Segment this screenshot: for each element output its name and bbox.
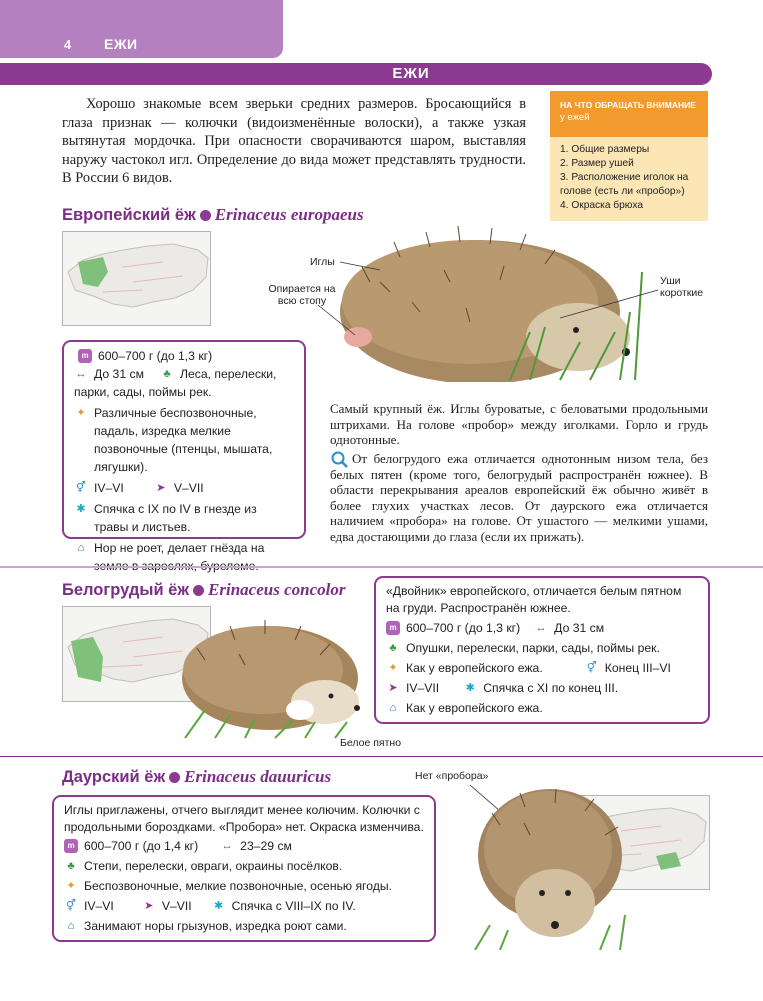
watch-heading-tail: у ежей [560, 112, 590, 123]
species-latin: Erinaceus europaeus [214, 205, 364, 224]
breeding-value: IV–VI [94, 481, 124, 495]
european-comparison: От белогрудого ежа отличается однотонным низом тела, без белых пятен (кроме того, белогрудый распространён южнее). В области перекрывания ареалов европейский ёж обычно живёт в более глухих участках лесов. От даурского ежа отличается наличием «пробора» на голове. От ушастого — мелкими ушами, едва достающими до глаза (если их прижать). [330, 451, 708, 544]
daurian-hedgehog-illustration [470, 785, 630, 950]
house-icon: ⌂ [389, 702, 397, 714]
daurian-description: Иглы приглажены, отчего выглядит менее колючим. Колючки с продольными бороздками. «Пробора» нет. Окраска изменчива. [64, 803, 424, 834]
page-title: ЕЖИ [392, 65, 430, 82]
weight-icon: m [386, 621, 400, 635]
size-icon: ↔ [221, 840, 233, 852]
weight-row [74, 347, 294, 365]
hibernation-value: Спячка с IX по IV в гнезде из травы и листьев. [94, 502, 257, 534]
breeding-icon: ⚥ [586, 662, 597, 674]
weight-value: 600–700 г (до 1,4 кг) [84, 839, 199, 853]
young-icon: ➤ [144, 900, 154, 912]
breeding-value: IV–VI [84, 899, 114, 913]
breeding-row [64, 897, 424, 915]
species-heading-white-breasted [62, 580, 345, 600]
watch-item: 2. Размер ушей [560, 158, 634, 169]
young-value: V–VII [173, 481, 204, 495]
breeding-value: Конец III–VI [604, 661, 671, 675]
snowflake-icon: ✱ [76, 503, 86, 515]
nest-value: Как у европейского ежа. [406, 701, 543, 715]
nest-row [74, 539, 294, 575]
food-icon: ✦ [66, 880, 76, 892]
info-box-white-breasted [374, 576, 710, 724]
weight-icon: m [78, 349, 92, 363]
weight-size-row [386, 619, 698, 637]
food-value: Как у европейского ежа. [406, 661, 543, 675]
breeding-row [74, 479, 294, 497]
hibernation-value: Спячка с XI по конец III. [483, 681, 619, 695]
weight-icon: m [64, 839, 78, 853]
size-value: До 31 см [94, 367, 144, 381]
size-value: 23–29 см [240, 839, 292, 853]
young-icon: ➤ [156, 482, 166, 494]
habitat-row [386, 639, 698, 657]
species-heading-daurian [62, 767, 331, 787]
description-row [386, 583, 698, 617]
watch-item: 1. Общие размеры [560, 144, 650, 155]
hibernation-value: Спячка с VIII–IX по IV. [231, 899, 356, 913]
nest-row [386, 699, 698, 717]
separator-line [0, 756, 763, 757]
young-value: IV–VII [406, 681, 440, 695]
description-row [64, 802, 424, 836]
house-icon: ⌂ [67, 920, 75, 932]
snowflake-icon: ✱ [214, 900, 224, 912]
food-breeding-row [386, 659, 698, 677]
habitat-value: Степи, перелески, овраги, окраины посёлков. [84, 859, 343, 873]
house-icon: ⌂ [77, 542, 85, 554]
species-latin: Erinaceus dauuricus [184, 767, 332, 786]
label-white-spot: Белое пятно [340, 737, 402, 749]
habitat-row [64, 857, 424, 875]
label-spines: Иглы [310, 256, 335, 268]
young-value: V–VII [161, 899, 192, 913]
section-name: ЕЖИ [104, 36, 138, 52]
info-box-daurian [52, 795, 436, 942]
info-box-european [62, 340, 306, 555]
food-value: Беспозвоночные, мелкие позвоночные, осенью ягоды. [84, 879, 392, 893]
bullet-dot [169, 772, 180, 783]
breeding-icon: ⚥ [66, 900, 76, 912]
habitat-value-b: парки, сады, поймы рек. [74, 385, 212, 399]
watch-item: 3. Расположение иголок на голове (есть ли «пробор») [560, 172, 689, 197]
size-value: До 31 см [554, 621, 605, 635]
bullet-dot [193, 585, 204, 596]
weight-value: 600–700 г (до 1,3 кг) [98, 349, 213, 363]
breeding-icon: ⚥ [76, 482, 86, 494]
nest-value: Занимают норы грызунов, изредка роют сами. [84, 919, 347, 933]
snowflake-icon: ✱ [465, 682, 475, 694]
label-ears: Уши короткие [660, 275, 704, 299]
habitat-icon: ♣ [389, 642, 397, 654]
food-icon: ✦ [76, 407, 86, 419]
white-breasted-hedgehog-illustration [175, 610, 370, 740]
habitat-value-a: Леса, перелески, [179, 367, 277, 381]
young-icon: ➤ [388, 682, 398, 694]
habitat-icon: ♣ [163, 368, 171, 380]
species-name: Даурский ёж [62, 768, 166, 786]
habitat-icon: ♣ [67, 860, 75, 872]
intro-text: Хорошо знакомые всем зверьки средних размеров. Бросающийся в глаза признак — колючки (видоизменённые волоски), а также узкая вытянутая мордочка. При опасности сворачиваются шаром, выставляя наружу частокол игл. Определение до вида может представлять трудности. В России 6 видов. [62, 96, 526, 186]
species-name: Европейский ёж [62, 206, 196, 224]
watch-item: 4. Окраска брюха [560, 200, 643, 211]
separator-line [0, 566, 763, 568]
page-number: 4 [64, 37, 72, 52]
weight-size-row [64, 837, 424, 855]
food-icon: ✦ [388, 662, 398, 674]
watch-heading-main: НА ЧТО ОБРАЩАТЬ ВНИМАНИЕ [560, 100, 696, 110]
habitat-value: Опушки, перелески, парки, сады, поймы рек. [406, 641, 660, 655]
nest-value: Нор не роет, делает гнёзда на [94, 541, 265, 555]
species-name: Белогрудый ёж [62, 581, 190, 599]
food-row [64, 877, 424, 895]
label-no-parting: Нет «пробора» [415, 770, 489, 782]
size-habitat-row [74, 365, 294, 383]
food-row [74, 404, 294, 476]
young-hibernation-row [386, 679, 698, 697]
hibernation-row [74, 500, 294, 536]
weight-value: 600–700 г (до 1,3 кг) [406, 621, 521, 635]
label-foot: Опирается на всю стопу [268, 283, 336, 307]
white-breasted-description: «Двойник» европейского, отличается белым пятном на груди. Распространён южнее. [386, 584, 682, 615]
size-icon: ↔ [75, 368, 87, 380]
food-value: Различные беспозвоночные, падаль, изредка мелкие позвоночные (птенцы, мышата, лягушки). [94, 406, 273, 474]
size-icon: ↔ [535, 622, 547, 634]
nest-row [64, 917, 424, 935]
european-description: Самый крупный ёж. Иглы буроватые, с беловатыми продольными штрихами. На голове «пробор» между иголками. Горло и грудь однотонные. [330, 401, 708, 447]
species-latin: Erinaceus concolor [208, 580, 346, 599]
